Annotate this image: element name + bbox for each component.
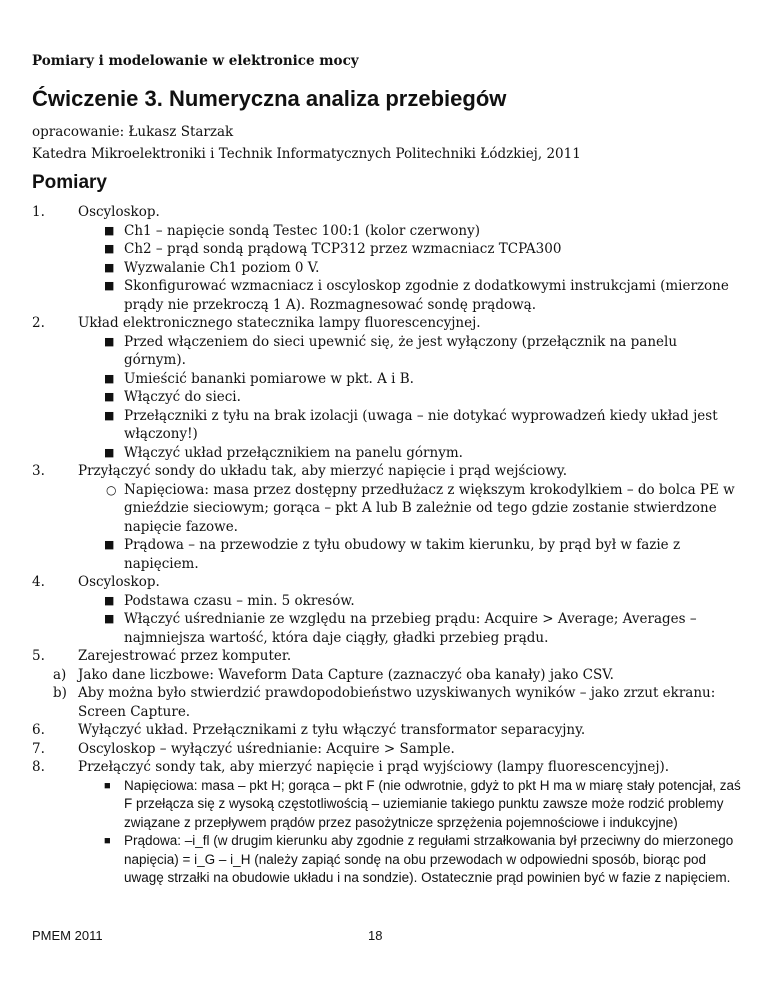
list-item [32,740,742,759]
circle-bullet-item: ○ Napięciowa: masa przez dostępny przedłużacz z większym krokodylkiem – do bolca PE w gnieździe sieciowym; gorąca – pkt A lub B zależnie od tego gdzie zostanie stwierdzone napięcie fazowe. [106,481,735,535]
item-letter: b) [53,685,67,701]
square-bullet-icon: ■ [104,835,111,847]
page-title: Ćwiczenie 3. Numeryczna analiza przebiegów [32,86,507,111]
square-bullet-icon: ■ [104,260,115,274]
bullet-item: ■ Włączyć układ przełącznikiem na panelu górnym. [104,444,463,461]
square-bullet-icon: ■ [104,242,115,255]
item-letter: a) [53,666,67,683]
item-text: Oscyloskop. [78,574,160,590]
item-text: Oscyloskop – wyłączyć uśrednianie: Acquire > Sample. [78,740,455,757]
item-text: Oscyloskop. [78,204,160,220]
item-number: 2. [32,315,45,331]
bullet-item: ■ Prądowa: –i_fl (w drugim kierunku aby zgodnie z regułami strzałkowania był przeciwny do mierzonego napięcia) = i_G – i_H (należy zapiąć sondę na obu przewodach w odpowiedni sposób, biorąc pod uwagę strzałki na obudowie układu i na sondzie). Ostatecznie prąd powinien być w fazie z napięciem. [104,833,734,885]
section-heading: Pomiary [32,172,107,193]
document-header: Pomiary i modelowanie w elektronice mocy [32,53,359,69]
square-bullet-icon: ■ [104,390,115,403]
item-number: 7. [32,740,45,757]
footer-label: PMEM 2011 [32,928,103,943]
list-item [32,758,742,777]
item-text: Wyłączyć układ. Przełącznikami z tyłu włączyć transformator separacyjny. [78,722,586,738]
item-number: 1. [32,204,45,220]
square-bullet-icon: ■ [104,779,111,792]
list-item [32,647,742,666]
item-text: Układ elektronicznego statecznika lampy fluorescencyjnej. [78,315,481,331]
lettered-item: a) Jako dane liczbowe: Waveform Data Capture (zaznaczyć oba kanały) jako CSV. [53,666,614,683]
square-bullet-icon: ■ [104,612,115,625]
list-item [32,314,742,333]
bullet-item: ■ Napięciowa: masa – pkt H; gorąca – pkt F (nie odwrotnie, gdyż to pkt H ma w miarę stały potencjał, zaś F przełącza się z wysoką częstotliwością – uziemianie takiego punktu zawsze może rodzić problemy związane z przepływem prądów przez pasożytnicze sprzężenia pojemnościowe i indukcyjne) [104,777,741,830]
bullet-item: ■ Podstawa czasu – min. 5 okresów. [104,592,355,609]
square-bullet-icon: ■ [104,593,115,607]
lettered-item: b) Aby można było stwierdzić prawdopodobieństwo uzyskiwanych wyników – jako zrzut ekranu: Screen Capture. [53,685,716,720]
page-number: 18 [368,928,383,943]
item-number: 4. [32,574,45,590]
list-item [32,721,742,740]
square-bullet-icon: ■ [104,334,115,348]
author-line: opracowanie: Łukasz Starzak [32,124,234,140]
item-number: 8. [32,759,45,775]
list-item [32,573,742,592]
circle-bullet-icon: ○ [106,482,117,497]
square-bullet-icon: ■ [104,371,115,385]
affiliation-line: Katedra Mikroelektroniki i Technik Informatycznych Politechniki Łódzkiej, 2011 [32,146,581,162]
instruction-list [32,203,742,888]
square-bullet-icon: ■ [104,223,115,237]
bullet-item: ■ Prądowa – na przewodzie z tyłu obudowy w takim kierunku, by prąd był w fazie z napięciem. [104,537,681,572]
bullet-item: ■ Ch1 – napięcie sondą Testec 100:1 (kolor czerwony) [104,222,481,239]
bullet-item: ■ Skonfigurować wzmacniacz i oscyloskop zgodnie z dodatkowymi instrukcjami (mierzone prądy nie przekroczą 1 A). Rozmagnesować sondę prądową. [104,278,729,313]
bullet-item: ■ Włączyć uśrednianie ze względu na przebieg prądu: Acquire > Average; Averages – najmniejsza wartość, która daje ciągły, gładki przebieg prądu. [104,611,697,646]
item-number: 5. [32,648,45,664]
item-number: 3. [32,463,45,479]
item-number: 6. [32,722,45,738]
item-text: Przełączyć sondy tak, aby mierzyć napięcie i prąd wyjściowy (lampy fluorescencyjnej). [78,759,670,775]
square-bullet-icon: ■ [104,538,115,551]
square-bullet-icon: ■ [104,408,115,422]
bullet-item: ■ Ch2 – prąd sondą prądową TCP312 przez wzmacniacz TCPA300 [104,241,562,257]
bullet-item: ■ Umieścić bananki pomiarowe w pkt. A i B. [104,370,414,387]
bullet-item: ■ Wyzwalanie Ch1 poziom 0 V. [104,259,320,276]
item-text: Przyłączyć sondy do układu tak, aby mierzyć napięcie i prąd wejściowy. [78,463,568,479]
item-text: Zarejestrować przez komputer. [78,648,292,664]
list-item [32,203,742,222]
bullet-item: ■ Przełączniki z tyłu na brak izolacji (uwaga – nie dotykać wyprowadzeń kiedy układ jest włączony!) [104,407,718,442]
bullet-item: ■ Włączyć do sieci. [104,389,241,405]
bullet-item: ■ Przed włączeniem do sieci upewnić się, że jest wyłączony (przełącznik na panelu górnym). [104,333,678,368]
list-item [32,462,742,481]
square-bullet-icon: ■ [104,445,115,459]
square-bullet-icon: ■ [104,279,115,292]
